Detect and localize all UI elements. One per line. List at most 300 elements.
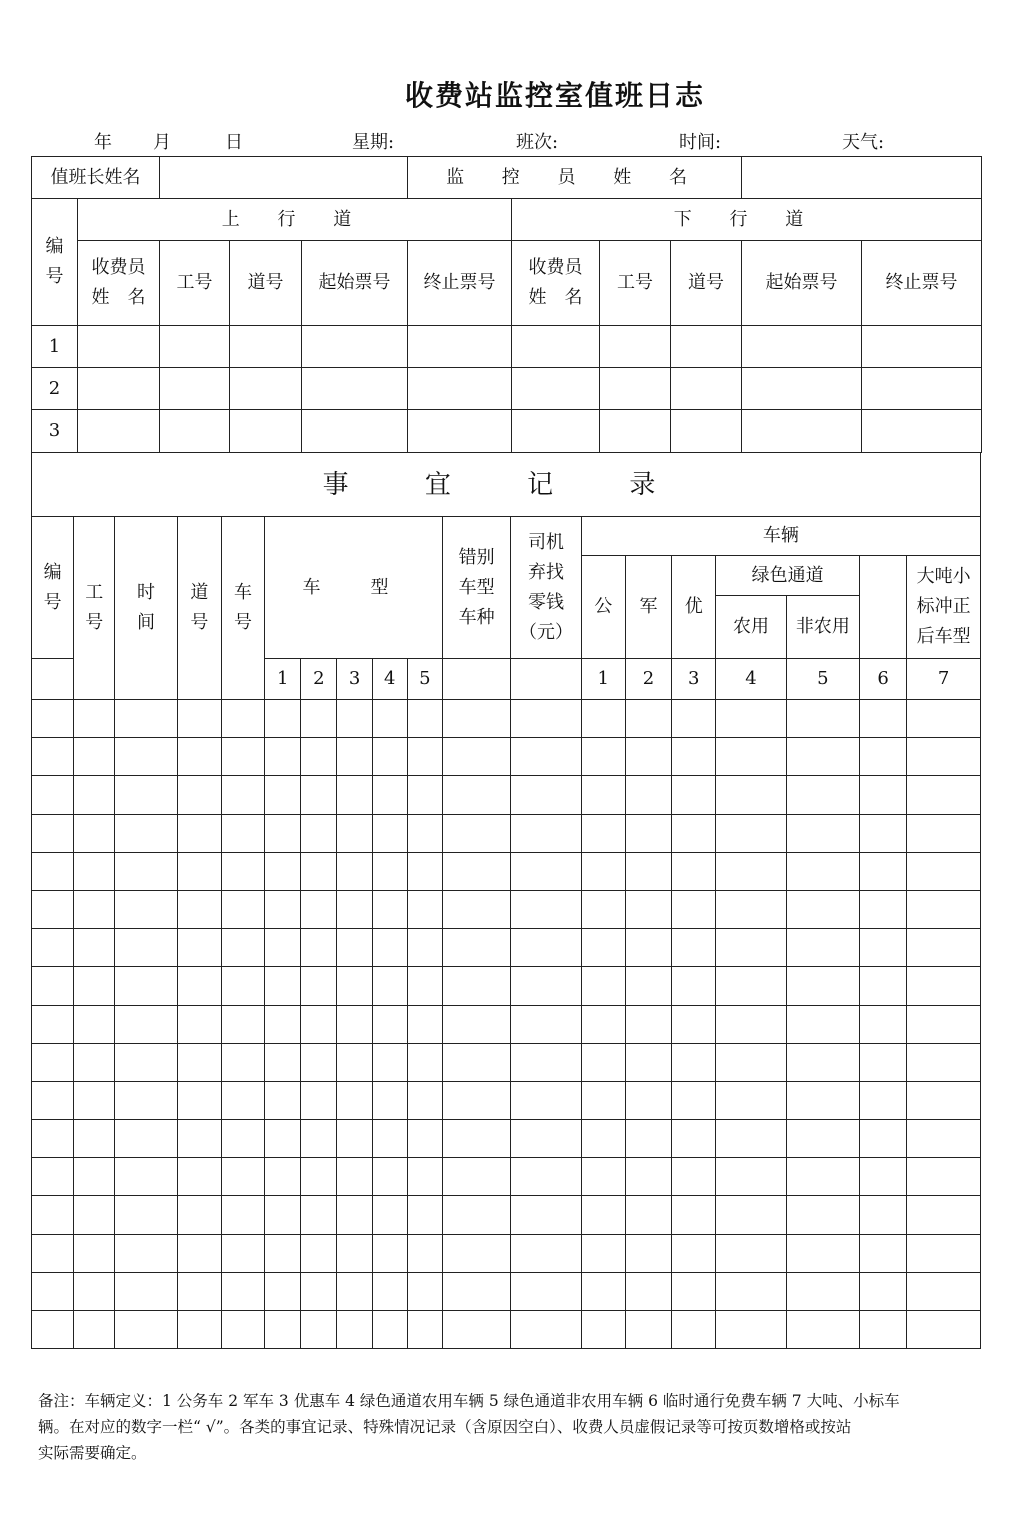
cell[interactable] [625,1043,671,1081]
cell[interactable] [372,1272,407,1310]
cell[interactable] [407,1120,442,1158]
cell[interactable] [372,852,407,890]
cell[interactable] [511,929,581,967]
cell[interactable] [74,814,115,852]
cell[interactable] [786,776,859,814]
cell[interactable] [672,929,716,967]
cell[interactable] [265,1043,301,1081]
cell[interactable] [221,1081,264,1119]
cell[interactable] [511,814,581,852]
cell[interactable] [32,967,74,1005]
cell[interactable] [115,890,177,928]
cell[interactable] [581,1196,625,1234]
cell[interactable] [786,1005,859,1043]
cell[interactable] [337,1043,372,1081]
cell[interactable] [372,1158,407,1196]
cell[interactable] [115,1005,177,1043]
cell[interactable] [672,1196,716,1234]
cell[interactable] [32,929,74,967]
cell[interactable] [600,410,671,453]
cell[interactable] [74,700,115,738]
cell[interactable] [907,1311,981,1349]
cell[interactable] [512,410,600,453]
cell[interactable] [221,700,264,738]
cell[interactable] [581,700,625,738]
cell[interactable] [32,700,74,738]
cell[interactable] [265,929,301,967]
cell[interactable] [337,1272,372,1310]
cell[interactable] [442,967,510,1005]
cell[interactable] [372,1043,407,1081]
cell[interactable] [177,1158,221,1196]
cell[interactable] [115,1120,177,1158]
cell[interactable] [442,1043,510,1081]
cell[interactable] [337,1311,372,1349]
cell[interactable] [32,1043,74,1081]
cell[interactable] [860,929,907,967]
cell[interactable] [625,1158,671,1196]
cell[interactable] [442,1158,510,1196]
cell[interactable] [860,1120,907,1158]
cell[interactable] [862,410,982,453]
cell[interactable] [115,967,177,1005]
cell[interactable] [32,1158,74,1196]
cell[interactable] [511,1158,581,1196]
cell[interactable] [581,1234,625,1272]
cell[interactable] [860,1234,907,1272]
cell[interactable] [672,1005,716,1043]
cell[interactable] [511,1272,581,1310]
cell[interactable] [301,967,337,1005]
cell[interactable] [442,700,510,738]
cell[interactable] [337,776,372,814]
cell[interactable] [625,738,671,776]
cell[interactable] [32,1081,74,1119]
cell[interactable] [301,1005,337,1043]
cell[interactable] [511,776,581,814]
cell[interactable] [786,1311,859,1349]
cell[interactable] [581,1043,625,1081]
cell[interactable] [265,852,301,890]
cell[interactable] [716,1120,786,1158]
cell[interactable] [221,1005,264,1043]
cell[interactable] [581,1158,625,1196]
cell[interactable] [337,1234,372,1272]
cell[interactable] [511,1043,581,1081]
cell[interactable] [786,929,859,967]
leader-name-field[interactable] [160,157,408,199]
cell[interactable] [786,967,859,1005]
cell[interactable] [32,776,74,814]
cell[interactable] [625,890,671,928]
cell[interactable] [511,700,581,738]
cell[interactable] [671,368,742,410]
cell[interactable] [716,929,786,967]
cell[interactable] [407,1311,442,1349]
cell[interactable] [301,1311,337,1349]
cell[interactable] [301,1272,337,1310]
cell[interactable] [672,1234,716,1272]
cell[interactable] [265,1196,301,1234]
cell[interactable] [221,1043,264,1081]
cell[interactable] [862,326,982,368]
cell[interactable] [221,1196,264,1234]
cell[interactable] [74,1005,115,1043]
cell[interactable] [115,852,177,890]
cell[interactable] [511,1196,581,1234]
cell[interactable] [860,1272,907,1310]
cell[interactable] [786,738,859,776]
cell[interactable] [671,326,742,368]
cell[interactable] [74,852,115,890]
cell[interactable] [625,814,671,852]
cell[interactable] [672,1120,716,1158]
cell[interactable] [407,890,442,928]
cell[interactable] [786,1234,859,1272]
cell[interactable] [74,1234,115,1272]
cell[interactable] [625,1311,671,1349]
cell[interactable] [786,890,859,928]
cell[interactable] [177,1272,221,1310]
cell[interactable] [907,1043,981,1081]
cell[interactable] [177,814,221,852]
cell[interactable] [221,776,264,814]
cell[interactable] [221,814,264,852]
cell[interactable] [907,967,981,1005]
cell[interactable] [32,738,74,776]
cell[interactable] [177,776,221,814]
cell[interactable] [860,1158,907,1196]
cell[interactable] [716,1158,786,1196]
cell[interactable] [301,852,337,890]
cell[interactable] [581,814,625,852]
cell[interactable] [337,1120,372,1158]
cell[interactable] [907,700,981,738]
cell[interactable] [115,738,177,776]
cell[interactable] [511,1081,581,1119]
cell[interactable] [221,738,264,776]
cell[interactable] [407,1005,442,1043]
cell[interactable] [407,1081,442,1119]
cell[interactable] [265,1311,301,1349]
cell[interactable] [337,814,372,852]
cell[interactable] [372,738,407,776]
cell[interactable] [160,368,230,410]
cell[interactable] [625,1234,671,1272]
cell[interactable] [265,1272,301,1310]
cell[interactable] [32,1005,74,1043]
cell[interactable] [265,738,301,776]
cell[interactable] [160,410,230,453]
cell[interactable] [511,967,581,1005]
cell[interactable] [115,1272,177,1310]
cell[interactable] [230,326,302,368]
cell[interactable] [74,929,115,967]
cell[interactable] [115,776,177,814]
cell[interactable] [230,368,302,410]
cell[interactable] [442,890,510,928]
cell[interactable] [301,1234,337,1272]
cell[interactable] [407,814,442,852]
cell[interactable] [74,1196,115,1234]
cell[interactable] [672,1311,716,1349]
cell[interactable] [860,890,907,928]
cell[interactable] [860,1081,907,1119]
cell[interactable] [372,1081,407,1119]
cell[interactable] [742,410,862,453]
cell[interactable] [32,1234,74,1272]
cell[interactable] [716,852,786,890]
cell[interactable] [337,1196,372,1234]
cell[interactable] [301,890,337,928]
cell[interactable] [407,1158,442,1196]
cell[interactable] [907,890,981,928]
cell[interactable] [581,776,625,814]
cell[interactable] [230,410,302,453]
cell[interactable] [581,1081,625,1119]
cell[interactable] [442,1081,510,1119]
cell[interactable] [32,1311,74,1349]
cell[interactable] [221,852,264,890]
cell[interactable] [337,1081,372,1119]
cell[interactable] [672,1043,716,1081]
cell[interactable] [301,1043,337,1081]
cell[interactable] [407,852,442,890]
cell[interactable] [32,890,74,928]
cell[interactable] [177,1196,221,1234]
cell[interactable] [600,326,671,368]
cell[interactable] [625,1081,671,1119]
cell[interactable] [115,814,177,852]
cell[interactable] [511,1005,581,1043]
cell[interactable] [302,326,408,368]
cell[interactable] [625,1005,671,1043]
cell[interactable] [786,1196,859,1234]
cell[interactable] [301,814,337,852]
cell[interactable] [301,1196,337,1234]
cell[interactable] [115,1196,177,1234]
cell[interactable] [786,1158,859,1196]
cell[interactable] [337,967,372,1005]
cell[interactable] [372,1234,407,1272]
cell[interactable] [511,738,581,776]
cell[interactable] [860,814,907,852]
cell[interactable] [716,1311,786,1349]
cell[interactable] [907,1120,981,1158]
cell[interactable] [512,326,600,368]
cell[interactable] [301,776,337,814]
cell[interactable] [786,1043,859,1081]
cell[interactable] [786,814,859,852]
cell[interactable] [860,776,907,814]
cell[interactable] [372,700,407,738]
cell[interactable] [372,814,407,852]
cell[interactable] [716,890,786,928]
cell[interactable] [177,1234,221,1272]
cell[interactable] [786,852,859,890]
cell[interactable] [907,929,981,967]
cell[interactable] [672,776,716,814]
cell[interactable] [115,700,177,738]
cell[interactable] [742,368,862,410]
cell[interactable] [672,1158,716,1196]
cell[interactable] [511,1311,581,1349]
cell[interactable] [862,368,982,410]
cell[interactable] [672,852,716,890]
cell[interactable] [74,1311,115,1349]
cell[interactable] [907,1158,981,1196]
cell[interactable] [442,814,510,852]
cell[interactable] [372,1120,407,1158]
cell[interactable] [74,1272,115,1310]
cell[interactable] [301,929,337,967]
cell[interactable] [372,967,407,1005]
cell[interactable] [301,700,337,738]
cell[interactable] [625,1120,671,1158]
cell[interactable] [716,776,786,814]
cell[interactable] [716,738,786,776]
cell[interactable] [581,890,625,928]
cell[interactable] [907,1234,981,1272]
cell[interactable] [78,410,160,453]
cell[interactable] [716,1081,786,1119]
cell[interactable] [301,1158,337,1196]
cell[interactable] [672,890,716,928]
cell[interactable] [716,814,786,852]
cell[interactable] [716,1005,786,1043]
cell[interactable] [716,1043,786,1081]
cell[interactable] [115,929,177,967]
cell[interactable] [907,1005,981,1043]
cell[interactable] [907,852,981,890]
cell[interactable] [408,326,512,368]
cell[interactable] [625,967,671,1005]
cell[interactable] [265,1081,301,1119]
cell[interactable] [907,1081,981,1119]
cell[interactable] [442,776,510,814]
cell[interactable] [177,852,221,890]
cell[interactable] [301,1120,337,1158]
cell[interactable] [407,929,442,967]
cell[interactable] [78,326,160,368]
cell[interactable] [337,890,372,928]
cell[interactable] [221,1272,264,1310]
cell[interactable] [672,814,716,852]
cell[interactable] [786,1120,859,1158]
cell[interactable] [442,1005,510,1043]
cell[interactable] [672,1081,716,1119]
cell[interactable] [442,738,510,776]
cell[interactable] [716,1272,786,1310]
cell[interactable] [442,852,510,890]
cell[interactable] [265,967,301,1005]
cell[interactable] [442,1196,510,1234]
cell[interactable] [372,776,407,814]
cell[interactable] [407,1234,442,1272]
cell[interactable] [581,1005,625,1043]
cell[interactable] [442,1272,510,1310]
cell[interactable] [265,776,301,814]
cell[interactable] [860,700,907,738]
cell[interactable] [786,700,859,738]
cell[interactable] [265,1158,301,1196]
cell[interactable] [265,890,301,928]
cell[interactable] [907,1196,981,1234]
cell[interactable] [372,890,407,928]
cell[interactable] [907,738,981,776]
cell[interactable] [625,776,671,814]
cell[interactable] [74,776,115,814]
cell[interactable] [860,738,907,776]
cell[interactable] [74,1158,115,1196]
cell[interactable] [625,700,671,738]
cell[interactable] [74,738,115,776]
cell[interactable] [177,929,221,967]
cell[interactable] [115,1043,177,1081]
cell[interactable] [716,967,786,1005]
cell[interactable] [177,1311,221,1349]
cell[interactable] [337,700,372,738]
cell[interactable] [302,410,408,453]
cell[interactable] [265,700,301,738]
cell[interactable] [32,1272,74,1310]
cell[interactable] [372,929,407,967]
cell[interactable] [907,1272,981,1310]
cell[interactable] [265,814,301,852]
cell[interactable] [32,814,74,852]
cell[interactable] [337,738,372,776]
cell[interactable] [860,1005,907,1043]
cell[interactable] [511,852,581,890]
cell[interactable] [860,1043,907,1081]
cell[interactable] [442,1311,510,1349]
cell[interactable] [512,368,600,410]
cell[interactable] [625,1272,671,1310]
cell[interactable] [372,1005,407,1043]
cell[interactable] [672,700,716,738]
cell[interactable] [581,1272,625,1310]
cell[interactable] [372,1311,407,1349]
cell[interactable] [581,929,625,967]
cell[interactable] [337,852,372,890]
cell[interactable] [372,1196,407,1234]
cell[interactable] [581,1311,625,1349]
cell[interactable] [177,738,221,776]
cell[interactable] [160,326,230,368]
cell[interactable] [672,738,716,776]
cell[interactable] [581,967,625,1005]
cell[interactable] [511,1120,581,1158]
cell[interactable] [671,410,742,453]
cell[interactable] [407,738,442,776]
cell[interactable] [74,967,115,1005]
cell[interactable] [337,929,372,967]
cell[interactable] [301,738,337,776]
cell[interactable] [221,1311,264,1349]
cell[interactable] [625,852,671,890]
cell[interactable] [177,1081,221,1119]
cell[interactable] [177,1043,221,1081]
cell[interactable] [265,1120,301,1158]
cell[interactable] [716,1234,786,1272]
cell[interactable] [407,1272,442,1310]
cell[interactable] [115,1081,177,1119]
monitor-name-field[interactable] [742,157,982,199]
cell[interactable] [177,1005,221,1043]
cell[interactable] [907,814,981,852]
cell[interactable] [221,929,264,967]
cell[interactable] [742,326,862,368]
